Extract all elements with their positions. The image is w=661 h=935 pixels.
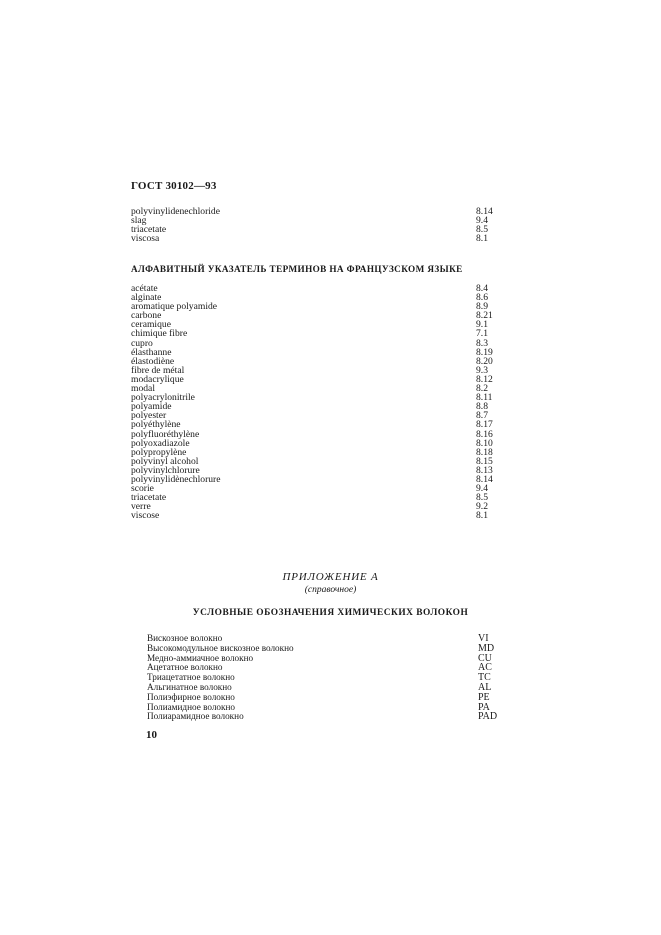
term-row: [131, 411, 503, 420]
term-row: [131, 511, 503, 520]
fiber-name: Полиамидное волокно: [147, 701, 235, 712]
term-text: polyacrylonitrile: [131, 392, 195, 404]
term-row: [131, 375, 503, 384]
term-row: [131, 493, 503, 502]
fiber-code: PA: [478, 701, 490, 713]
term-text: cupro: [131, 337, 153, 349]
term-number: 8.18: [476, 446, 493, 458]
term-number: 9.2: [476, 501, 488, 513]
term-text: polyvinylidenechloride: [131, 206, 220, 217]
term-number: 8.20: [476, 355, 493, 367]
term-number: 9.4: [476, 215, 488, 227]
term-number: 8.14: [476, 473, 493, 485]
appendix-title: ПРИЛОЖЕНИЕ А: [282, 571, 379, 583]
term-number: 9.3: [476, 364, 488, 376]
fiber-code: CU: [478, 652, 492, 664]
term-text: viscosa: [131, 233, 160, 245]
term-row: [131, 207, 503, 216]
term-text: modacrylique: [131, 373, 184, 385]
term-text: triacetate: [131, 492, 167, 504]
term-text: polypropylène: [131, 446, 187, 458]
term-text: polyvinylchlorure: [131, 464, 200, 476]
page-number: 10: [146, 729, 157, 741]
term-row: [131, 329, 503, 338]
term-row: [131, 302, 503, 311]
term-row: [131, 502, 503, 511]
fiber-code: PE: [478, 691, 490, 703]
term-row: [131, 234, 503, 243]
term-row: [131, 339, 503, 348]
term-text: polyvinyl alcohol: [131, 455, 199, 467]
term-text: aromatique polyamide: [131, 301, 218, 313]
term-number: 8.8: [476, 401, 488, 413]
fiber-name: Вискозное волокно: [147, 633, 223, 643]
term-row: [131, 311, 503, 320]
term-number: 8.10: [476, 437, 493, 449]
fiber-name: Полиэфирное волокно: [147, 691, 235, 702]
term-text: triacetate: [131, 224, 167, 236]
french-term-list: [131, 284, 503, 520]
term-number: 8.21: [476, 310, 493, 322]
term-text: élastodiène: [131, 355, 175, 367]
term-text: fibre de métal: [131, 364, 185, 376]
term-row: [131, 484, 503, 493]
term-number: 7.1: [476, 328, 488, 340]
term-number: 9.1: [476, 319, 488, 331]
fiber-name: Триацетатное волокно: [147, 672, 235, 683]
term-text: polyvinylidènechlorure: [131, 473, 221, 485]
term-row: [131, 366, 503, 375]
term-text: polyéthylène: [131, 419, 181, 431]
term-text: polyester: [131, 410, 167, 422]
term-number: 8.17: [476, 419, 493, 431]
fiber-name: Полиарамидное волокно: [147, 711, 244, 722]
term-text: acétate: [131, 283, 158, 294]
term-number: 8.15: [476, 455, 493, 467]
abbreviation-row: [147, 712, 503, 722]
term-text: polyoxadiazole: [131, 437, 190, 449]
term-number: 8.5: [476, 492, 488, 504]
term-number: 8.6: [476, 292, 488, 304]
term-text: verre: [131, 501, 151, 513]
term-text: viscose: [131, 510, 160, 522]
term-text: alginate: [131, 292, 162, 304]
term-number: 8.5: [476, 224, 488, 236]
term-number: 8.11: [476, 392, 493, 404]
french-index-heading: АЛФАВИТНЫЙ УКАЗАТЕЛЬ ТЕРМИНОВ НА ФРАНЦУЗСКОМ ЯЗЫКЕ: [131, 264, 463, 274]
term-text: modal: [131, 383, 155, 395]
term-text: slag: [131, 215, 147, 227]
term-number: 8.2: [476, 383, 488, 395]
term-text: carbone: [131, 310, 162, 322]
fiber-name: Ацетатное волокно: [147, 662, 223, 673]
term-text: polyfluoréthylène: [131, 428, 200, 440]
term-number: 8.9: [476, 301, 488, 313]
fiber-name: Высокомодульное вискозное волокно: [147, 642, 294, 653]
term-row: [131, 475, 503, 484]
term-row: [131, 348, 503, 357]
term-number: 8.3: [476, 337, 488, 349]
term-text: chimique fibre: [131, 328, 188, 340]
fiber-code: AL: [478, 681, 492, 693]
fiber-code: TC: [478, 672, 491, 684]
term-row: [131, 357, 503, 366]
term-number: 9.4: [476, 483, 488, 495]
appendix-subtitle: (справочное): [304, 585, 357, 595]
term-row: [131, 402, 503, 411]
term-number: 8.1: [476, 510, 488, 522]
term-number: 8.12: [476, 373, 493, 385]
term-row: [131, 216, 503, 225]
term-row: [131, 284, 503, 293]
term-number: 8.1: [476, 233, 488, 245]
fiber-name: Медно-аммиачное волокно: [147, 652, 254, 663]
term-text: scorie: [131, 483, 154, 495]
term-number: 8.7: [476, 410, 488, 422]
fiber-code: VI: [478, 633, 489, 644]
term-text: polyamide: [131, 401, 172, 413]
term-text: ceramique: [131, 319, 171, 331]
document-header: ГОСТ 30102—93: [131, 180, 217, 192]
fiber-code: PAD: [478, 711, 498, 723]
term-number: 8.14: [476, 206, 493, 217]
term-number: 8.4: [476, 283, 488, 294]
fiber-code: MD: [478, 642, 495, 654]
fiber-code: AC: [478, 662, 492, 674]
term-number: 8.16: [476, 428, 493, 440]
intro-term-list: [131, 207, 503, 243]
term-row: [131, 439, 503, 448]
fiber-name: Альгинатное волокно: [147, 681, 232, 692]
term-text: élasthanne: [131, 346, 172, 358]
term-row: [131, 225, 503, 234]
term-number: 8.19: [476, 346, 493, 358]
term-row: [131, 393, 503, 402]
appendix-heading: УСЛОВНЫЕ ОБОЗНАЧЕНИЯ ХИМИЧЕСКИХ ВОЛОКОН: [192, 608, 469, 618]
fiber-abbreviation-list: [147, 634, 503, 722]
term-number: 8.13: [476, 464, 493, 476]
